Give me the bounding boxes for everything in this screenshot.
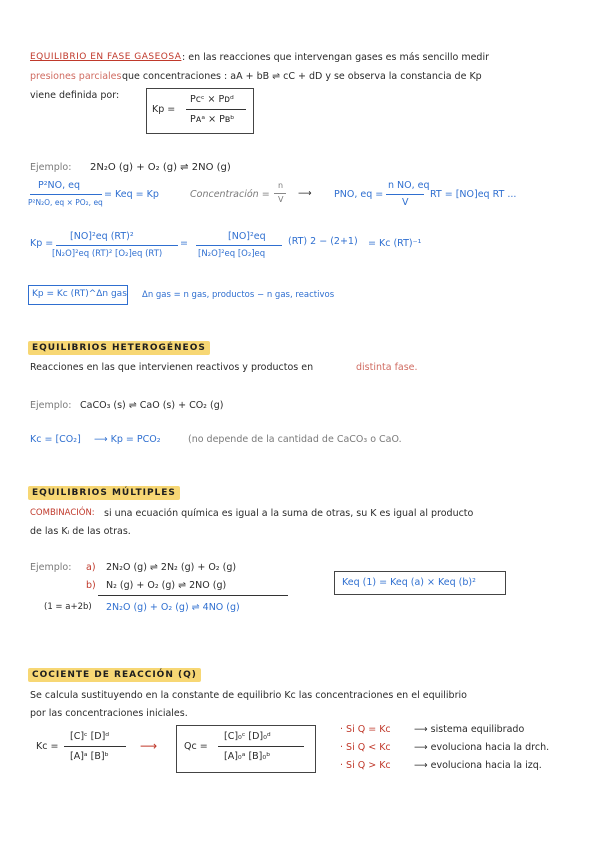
reaction-tag: (1 = a+2b) (44, 602, 92, 612)
fraction-denominator: [A]ᵃ [B]ᵇ (70, 751, 109, 762)
formula-text: RT = [NO]eq RT ... (430, 189, 517, 200)
condition-label: · Si Q > Kc (340, 760, 391, 771)
fraction-denominator: Pᴀᵃ × Pʙᵇ (190, 114, 235, 125)
section-title-multiple: EQUILIBRIOS MÚLTIPLES (28, 486, 180, 500)
formula-text: = Kc (RT)⁻¹ (368, 238, 422, 249)
example-label: Ejemplo: (30, 162, 72, 173)
section-title-gas-phase: EQUILIBRIO EN FASE GASEOSA (30, 52, 182, 62)
fraction-denominator: V (402, 197, 409, 208)
formula-text: ⟶ Kp = PCO₂ (94, 434, 161, 445)
reaction: 2N₂O (g) + O₂ (g) ⇌ 4NO (g) (106, 602, 240, 613)
text-line: Se calcula sustituyendo en la constante de equilibrio Kc las concentraciones en el equilibrio (30, 690, 467, 701)
note: (no depende de la cantidad de CaCO₃ o CaO. (188, 434, 402, 445)
example-label: Ejemplo: (30, 562, 72, 573)
fraction-bar (386, 194, 424, 195)
formula-label: Qc = (184, 741, 208, 752)
reaction-tag: b) (86, 580, 96, 591)
fraction-numerator: Pcᶜ × Pᴅᵈ (190, 94, 234, 105)
condition-result: ⟶ evoluciona hacia la drch. (414, 742, 550, 753)
text-line: Reacciones en las que intervienen reactivos y productos en (30, 362, 314, 373)
fraction-bar (196, 245, 282, 246)
formula-text: PNO, eq = (334, 189, 384, 200)
fraction-bar (56, 245, 178, 246)
text-line: que concentraciones : aA + bB ⇌ cC + dD y se observa la constancia de Kp (122, 71, 482, 82)
condition-result: ⟶ evoluciona hacia la izq. (414, 760, 542, 771)
term-label: COMBINACIÓN: (30, 508, 95, 518)
formula-label: Kp = (30, 238, 54, 249)
reaction-tag: a) (86, 562, 96, 573)
text-line: : en las reacciones que intervengan gases es más sencillo medir (182, 52, 490, 63)
fraction-denominator: [N₂O]²eq (RT)² [O₂]eq (RT) (52, 249, 163, 259)
sum-line (98, 595, 288, 596)
formula-label: Kp = (152, 104, 176, 115)
fraction-numerator: [C]₀ᶜ [D]₀ᵈ (224, 731, 271, 742)
fraction-numerator: [C]ᶜ [D]ᵈ (70, 731, 110, 742)
formula-text: = Keq = Kp (104, 189, 159, 200)
section-title-reaction-quotient: COCIENTE DE REACCIÓN (Q) (28, 668, 201, 682)
text-line: viene definida por: (30, 90, 120, 101)
fraction-numerator: n (278, 181, 284, 190)
fraction-numerator: [NO]²eq (RT)² (70, 231, 134, 242)
reaction: 2N₂O (g) + O₂ (g) ⇌ 2NO (g) (90, 162, 231, 173)
reaction: 2N₂O (g) ⇌ 2N₂ (g) + O₂ (g) (106, 562, 237, 573)
section-title-heterogeneous: EQUILIBRIOS HETEROGÉNEOS (28, 341, 210, 355)
fraction-denominator: P²N₂O, eq × PO₂, eq (28, 198, 103, 207)
fraction-bar (30, 194, 102, 195)
fraction-numerator: [NO]²eq (228, 231, 266, 242)
example-label: Ejemplo: (30, 400, 72, 411)
fraction-bar (64, 746, 126, 747)
formula-text: = (180, 238, 188, 249)
formula-label: Kc = (36, 741, 59, 752)
text-line: de las Kᵢ de las otras. (30, 526, 131, 537)
condition-result: ⟶ sistema equilibrado (414, 724, 525, 735)
arrow: ⟶ (140, 739, 158, 753)
fraction-bar (186, 109, 246, 110)
arrow: ⟶ (298, 188, 312, 199)
highlight-phrase: distinta fase. (356, 362, 418, 373)
reaction: CaCO₃ (s) ⇌ CaO (s) + CO₂ (g) (80, 400, 224, 411)
reaction: N₂ (g) + O₂ (g) ⇌ 2NO (g) (106, 580, 227, 591)
text-line: si una ecuación química es igual a la suma de otras, su K es igual al producto (104, 508, 474, 519)
formula-text: Kc = [CO₂] (30, 434, 81, 445)
formula-text: Δn gas = n gas, productos − n gas, reactivos (142, 290, 335, 300)
condition-label: · Si Q = Kc (340, 724, 391, 735)
fraction-bar (218, 746, 304, 747)
text-line: por las concentraciones iniciales. (30, 708, 188, 719)
highlight-phrase: presiones parciales (30, 71, 122, 82)
condition-label: · Si Q < Kc (340, 742, 391, 753)
formula-text: (RT) 2 − (2+1) (288, 236, 358, 247)
fraction-denominator: V (278, 195, 284, 204)
fraction-bar (274, 193, 286, 194)
fraction-numerator: P²NO, eq (38, 180, 81, 191)
formula-text: Keq (1) = Keq (a) × Keq (b)² (342, 577, 476, 588)
formula-text: Kp = Kc (RT)^Δn gas (32, 289, 127, 299)
formula-text: Concentración = (190, 189, 270, 200)
fraction-numerator: n NO, eq (388, 180, 430, 191)
fraction-denominator: [A]₀ᵃ [B]₀ᵇ (224, 751, 271, 762)
fraction-denominator: [N₂O]²eq [O₂]eq (198, 249, 266, 259)
